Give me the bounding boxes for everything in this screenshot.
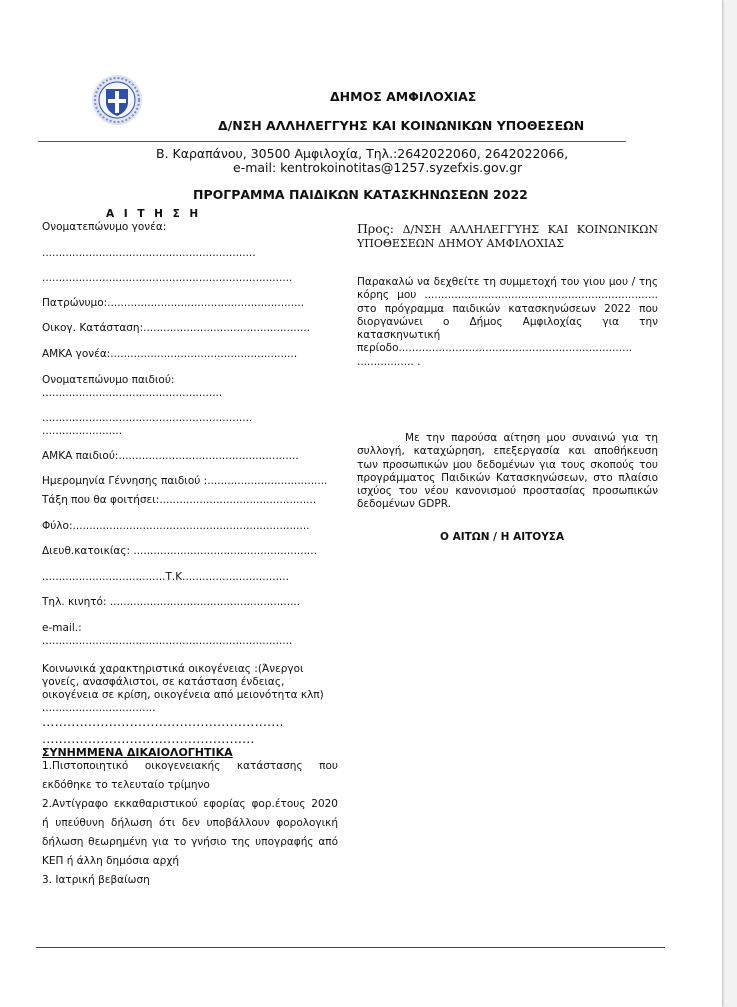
child-amka-field[interactable]: ΑΜΚΑ παιδιού:...................................................... (42, 450, 299, 462)
greek-coat-of-arms-icon (91, 74, 143, 126)
addressee (357, 222, 658, 251)
attachment-item-2: 2.Αντίγραφο εκκαθαριστικού εφορίας φορ.έτους 2020 ή υπεύθυνη δήλωση ότι δεν υποβάλλουν φορολογική δήλωση θεωρημένη για το γνήσιο της υπογραφής από ΚΕΠ ή άλλη δημόσια αρχή (42, 798, 338, 867)
footer-divider (36, 947, 665, 948)
mobile-phone-field[interactable]: Τηλ. κινητό: ......................................................... (42, 596, 301, 608)
contact-email: e-mail: kentrokoinotitas@1257.syzefxis.gov.gr (233, 160, 523, 175)
signature-label: Ο ΑΙΤΩΝ / Η ΑΙΤΟΥΣΑ (440, 531, 565, 543)
parent-name-label: Ονοματεπώνυμο γονέα: (42, 221, 167, 233)
child-name-label: Ονοματεπώνυμο παιδιού: (42, 374, 175, 386)
child-birthdate-field[interactable]: Ημερομηνία Γέννησης παιδιού :.................................... (42, 475, 328, 487)
marital-status-field[interactable]: Οικογ. Κατάσταση:.................................................. (42, 322, 310, 334)
father-name-field[interactable]: Πατρώνυμο:........................................................... (42, 297, 305, 309)
parent-name-field-2[interactable]: ........................................................................... (42, 272, 293, 284)
gender-field[interactable]: Φύλο:....................................................................... (42, 520, 310, 532)
request-paragraph: Παρακαλώ να δεχθείτε τη συμμετοχή του γιου μου / της κόρης μου ...................................................................... στο πρόγραμμα παιδικών κατασκηνώσεων 2022 που διοργανώνει ο Δήμος Αμφιλοχίας για την κατασκηνωτική περίοδο...................................................................... ................. . (357, 276, 658, 368)
child-name-field-2[interactable]: ............................................................... (42, 412, 253, 424)
social-dots-line-1[interactable]: …………………………………………………. (42, 714, 284, 729)
address-field[interactable]: Διευθ.κατοικίας: ....................................................... (42, 545, 317, 557)
consent-paragraph: Με την παρούσα αίτηση μου συναινώ για τη συλλογή, καταχώρηση, επεξεργασία και αποθήκευση των προσωπικών μου δεδομένων για τους σκοπούς του προγράμματος Παιδικών Κατασκηνώσεων, στο πλαίσιο ισχύος του νέου κανονισμού προστασίας προσωπικών δεδομένων GDPR. (357, 432, 658, 511)
municipality-title: ΔΗΜΟΣ ΑΜΦΙΛΟΧΙΑΣ (330, 89, 477, 104)
header-divider (38, 141, 626, 142)
department-title: Δ/ΝΣΗ ΑΛΛΗΛΕΓΓΥΗΣ ΚΑΙ ΚΟΙΝΩΝΙΚΩΝ ΥΠΟΘΕΣΕΩΝ (218, 118, 585, 133)
attachments-title: ΣΥΝΗΜΜΕΝΑ ΔΙΚΑΙΟΛΟΓΗΤΙΚΑ (42, 746, 233, 759)
social-characteristics-field[interactable]: Κοινωνικά χαρακτηριστικά οικογένειας :(Άνεργοι γονείς, ανασφάλιστοι, σε κατάσταση ένδειας, οικογένεια σε κρίση, οικογένεια από μειονότητα κλπ) .................................. (42, 663, 324, 714)
addressee-text: Δ/ΝΣΗ ΑΛΛΗΛΕΓΓΥΗΣ ΚΑΙ ΚΟΙΝΩΝΙΚΩΝ ΥΠΟΘΕΣΕΩΝ ΔΗΜΟΥ ΑΜΦΙΛΟΧΙΑΣ (357, 223, 658, 250)
social-dots-line-2[interactable]: …………………………………………… (42, 731, 255, 746)
attachment-item-3: 3. Ιατρική βεβαίωση (42, 874, 150, 886)
program-title: ΠΡΟΓΡΑΜΜΑ ΠΑΙΔΙΚΩΝ ΚΑΤΑΣΚΗΝΩΣΕΩΝ 2022 (193, 187, 528, 202)
child-name-field-3[interactable]: ........................ (42, 425, 123, 437)
contact-address: Β. Καραπάνου, 30500 Αμφιλοχία, Τηλ.:2642022060, 2642022066, (156, 146, 569, 161)
parent-amka-field[interactable]: ΑΜΚΑ γονέα:........................................................ (42, 348, 298, 360)
email-field[interactable]: ........................................................................... (42, 635, 293, 647)
attachment-item-1: 1.Πιστοποιητικό οικογενειακής κατάστασης που εκδόθηκε το τελευταίο τρίμηνο (42, 760, 338, 791)
school-class-field[interactable]: Τάξη που θα φοιτήσει:............................................... (42, 494, 317, 506)
form-heading: Α Ι Τ Η Σ Η (106, 208, 202, 220)
postal-code-field[interactable]: .....................................Τ.Κ................................ (42, 571, 289, 583)
addressee-prefix: Προς: (357, 221, 394, 236)
email-label: e-mail.: (42, 622, 82, 634)
parent-name-field[interactable]: ................................................................ (42, 247, 256, 259)
child-name-field[interactable]: ...................................................... (42, 387, 223, 399)
